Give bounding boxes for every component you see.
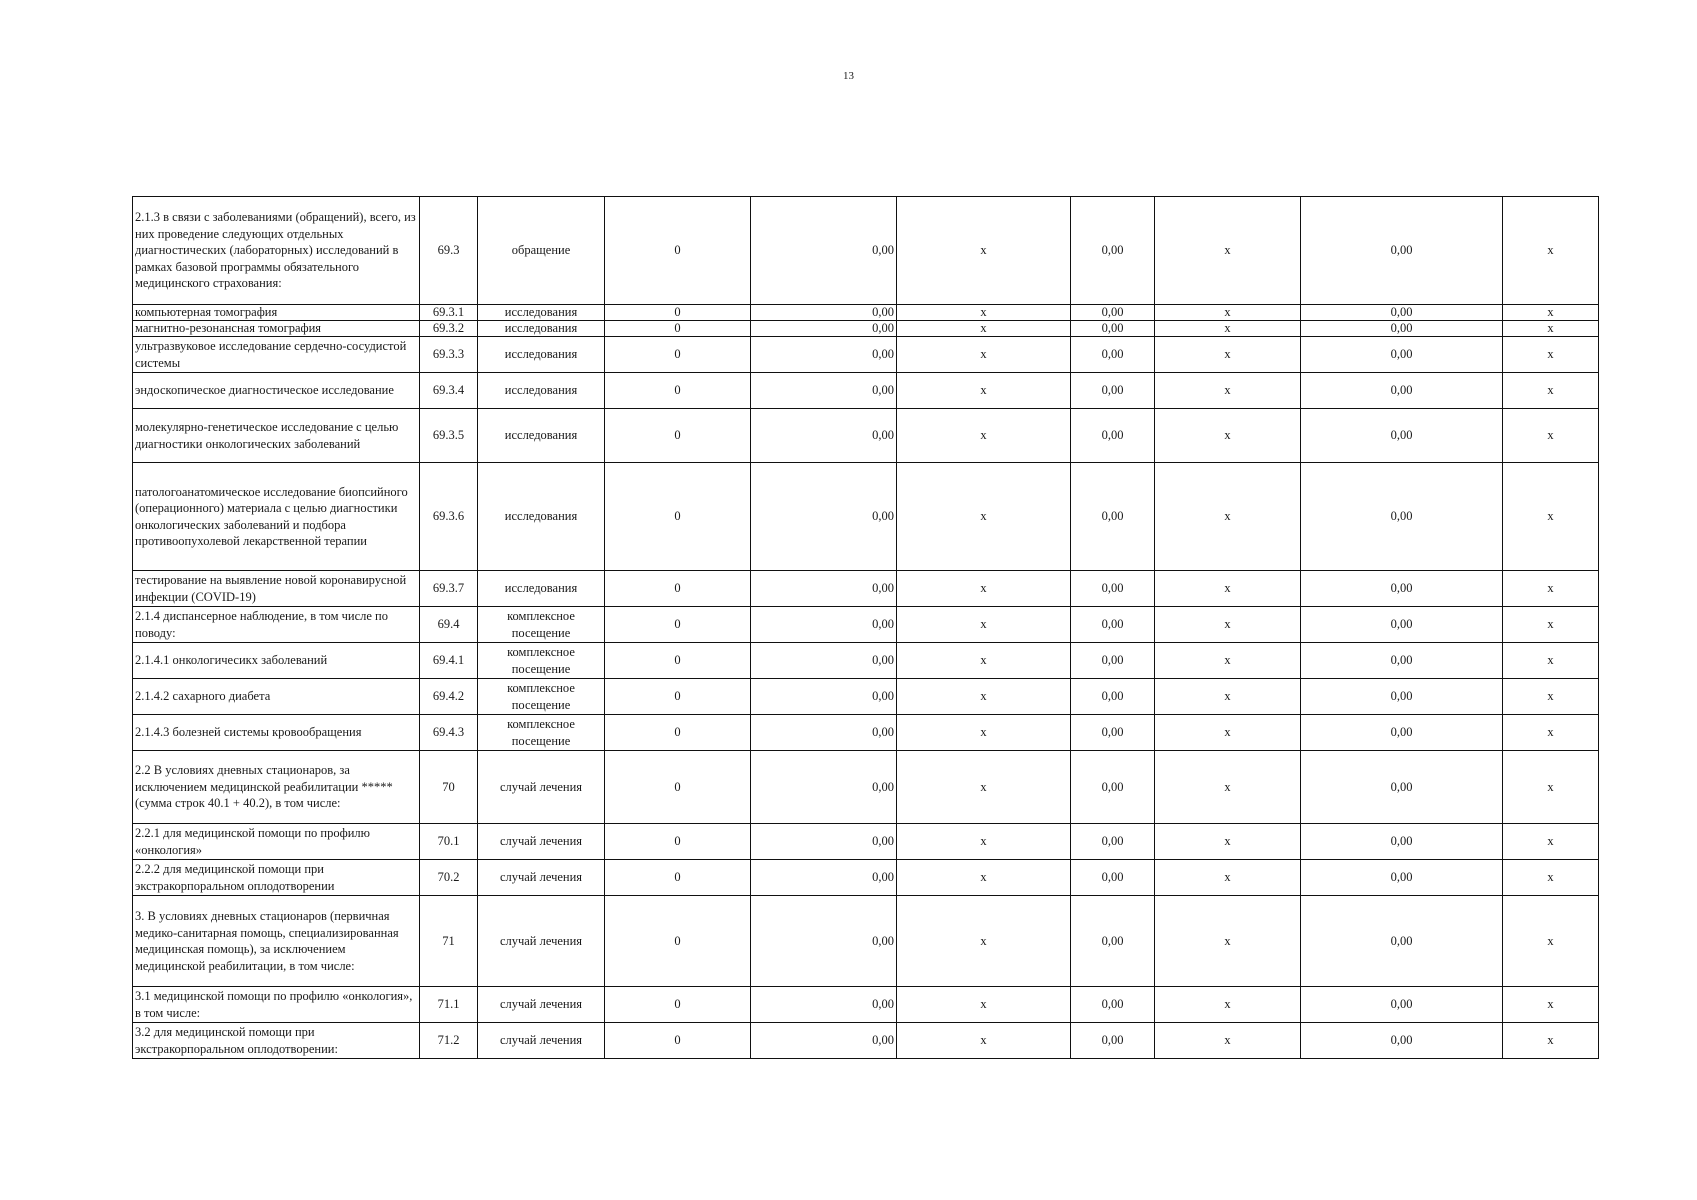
row-value-3: x (897, 987, 1071, 1023)
row-value-6: 0,00 (1301, 305, 1503, 321)
row-value-4: 0,00 (1071, 197, 1155, 305)
row-value-4: 0,00 (1071, 409, 1155, 463)
row-value-6: 0,00 (1301, 987, 1503, 1023)
row-name: 2.1.3 в связи с заболеваниями (обращений), всего, из них проведение следующих отдельных диагностических (лабораторных) исследований в рамках базовой программы обязательного медицинского страхования: (133, 197, 420, 305)
row-value-7: x (1503, 571, 1599, 607)
row-value-1: 0 (605, 409, 751, 463)
row-value-4: 0,00 (1071, 643, 1155, 679)
row-value-1: 0 (605, 824, 751, 860)
table-row (133, 679, 1599, 715)
row-value-5: x (1155, 463, 1301, 571)
row-value-3: x (897, 860, 1071, 896)
row-value-7: x (1503, 860, 1599, 896)
row-value-3: x (897, 571, 1071, 607)
row-value-5: x (1155, 715, 1301, 751)
row-value-7: x (1503, 337, 1599, 373)
row-code: 70 (420, 751, 478, 824)
row-value-5: x (1155, 607, 1301, 643)
row-value-3: x (897, 463, 1071, 571)
row-value-3: x (897, 643, 1071, 679)
row-code: 69.4.2 (420, 679, 478, 715)
row-value-4: 0,00 (1071, 305, 1155, 321)
row-name: ультразвуковое исследование сердечно-сосудистой системы (133, 337, 420, 373)
row-value-1: 0 (605, 715, 751, 751)
row-value-7: x (1503, 1023, 1599, 1059)
row-name: 3.1 медицинской помощи по профилю «онкология», в том числе: (133, 987, 420, 1023)
row-code: 69.3.7 (420, 571, 478, 607)
row-unit: комплексное посещение (478, 643, 605, 679)
row-value-5: x (1155, 409, 1301, 463)
row-value-3: x (897, 305, 1071, 321)
row-value-2: 0,00 (751, 463, 897, 571)
row-value-6: 0,00 (1301, 1023, 1503, 1059)
row-value-5: x (1155, 305, 1301, 321)
table-row (133, 715, 1599, 751)
row-unit: обращение (478, 197, 605, 305)
row-value-3: x (897, 824, 1071, 860)
row-name: 2.2.1 для медицинской помощи по профилю «онкология» (133, 824, 420, 860)
row-code: 71.2 (420, 1023, 478, 1059)
row-value-6: 0,00 (1301, 860, 1503, 896)
row-value-1: 0 (605, 679, 751, 715)
row-name: 2.2.2 для медицинской помощи при экстракорпоральном оплодотворении (133, 860, 420, 896)
row-value-3: x (897, 751, 1071, 824)
row-value-2: 0,00 (751, 321, 897, 337)
row-value-3: x (897, 679, 1071, 715)
table-row (133, 607, 1599, 643)
row-name: магнитно-резонансная томография (133, 321, 420, 337)
table-row (133, 409, 1599, 463)
row-value-6: 0,00 (1301, 715, 1503, 751)
row-value-5: x (1155, 571, 1301, 607)
row-value-5: x (1155, 643, 1301, 679)
row-value-1: 0 (605, 987, 751, 1023)
row-value-2: 0,00 (751, 643, 897, 679)
row-value-5: x (1155, 896, 1301, 987)
table-row (133, 896, 1599, 987)
row-value-3: x (897, 321, 1071, 337)
table-row (133, 860, 1599, 896)
row-value-7: x (1503, 305, 1599, 321)
row-value-3: x (897, 896, 1071, 987)
row-value-2: 0,00 (751, 1023, 897, 1059)
row-value-7: x (1503, 715, 1599, 751)
row-value-7: x (1503, 197, 1599, 305)
row-name: 2.1.4.3 болезней системы кровообращения (133, 715, 420, 751)
row-unit: исследования (478, 409, 605, 463)
row-value-2: 0,00 (751, 896, 897, 987)
row-code: 69.4.3 (420, 715, 478, 751)
row-code: 69.3.2 (420, 321, 478, 337)
row-value-1: 0 (605, 896, 751, 987)
row-unit: исследования (478, 321, 605, 337)
table-row (133, 643, 1599, 679)
row-name: патологоанатомическое исследование биопсийного (операционного) материала с целью диагностики онкологических заболеваний и подбора противоопухолевой лекарственной терапии (133, 463, 420, 571)
row-value-5: x (1155, 321, 1301, 337)
table-row (133, 197, 1599, 305)
row-code: 69.3.4 (420, 373, 478, 409)
row-value-5: x (1155, 860, 1301, 896)
row-value-5: x (1155, 197, 1301, 305)
row-value-3: x (897, 715, 1071, 751)
row-value-1: 0 (605, 337, 751, 373)
row-value-6: 0,00 (1301, 571, 1503, 607)
row-unit: исследования (478, 463, 605, 571)
row-value-1: 0 (605, 197, 751, 305)
row-code: 69.3.3 (420, 337, 478, 373)
row-value-2: 0,00 (751, 571, 897, 607)
row-value-4: 0,00 (1071, 337, 1155, 373)
row-value-7: x (1503, 824, 1599, 860)
row-value-4: 0,00 (1071, 751, 1155, 824)
row-name: эндоскопическое диагностическое исследование (133, 373, 420, 409)
row-value-6: 0,00 (1301, 463, 1503, 571)
row-value-1: 0 (605, 607, 751, 643)
table-row (133, 571, 1599, 607)
row-name: тестирование на выявление новой коронавирусной инфекции (COVID-19) (133, 571, 420, 607)
row-value-2: 0,00 (751, 337, 897, 373)
row-value-6: 0,00 (1301, 409, 1503, 463)
row-value-7: x (1503, 321, 1599, 337)
row-unit: исследования (478, 305, 605, 321)
row-value-4: 0,00 (1071, 896, 1155, 987)
row-value-3: x (897, 337, 1071, 373)
row-name: молекулярно-генетическое исследование с целью диагностики онкологических заболеваний (133, 409, 420, 463)
row-value-2: 0,00 (751, 715, 897, 751)
row-value-1: 0 (605, 321, 751, 337)
row-code: 69.4 (420, 607, 478, 643)
row-value-6: 0,00 (1301, 896, 1503, 987)
row-value-2: 0,00 (751, 197, 897, 305)
row-value-1: 0 (605, 373, 751, 409)
row-unit: комплексное посещение (478, 715, 605, 751)
row-value-7: x (1503, 373, 1599, 409)
row-value-6: 0,00 (1301, 373, 1503, 409)
row-value-4: 0,00 (1071, 607, 1155, 643)
row-value-3: x (897, 373, 1071, 409)
row-value-1: 0 (605, 305, 751, 321)
row-value-1: 0 (605, 571, 751, 607)
row-value-6: 0,00 (1301, 679, 1503, 715)
row-name: 2.1.4 диспансерное наблюдение, в том числе по поводу: (133, 607, 420, 643)
row-value-5: x (1155, 987, 1301, 1023)
row-code: 69.3 (420, 197, 478, 305)
row-unit: исследования (478, 337, 605, 373)
row-value-7: x (1503, 987, 1599, 1023)
row-value-3: x (897, 1023, 1071, 1059)
row-value-5: x (1155, 337, 1301, 373)
row-value-2: 0,00 (751, 409, 897, 463)
row-value-7: x (1503, 751, 1599, 824)
row-value-4: 0,00 (1071, 373, 1155, 409)
row-name: 3.2 для медицинской помощи при экстракорпоральном оплодотворении: (133, 1023, 420, 1059)
row-code: 71 (420, 896, 478, 987)
row-value-3: x (897, 197, 1071, 305)
row-value-3: x (897, 409, 1071, 463)
row-value-2: 0,00 (751, 679, 897, 715)
row-unit: комплексное посещение (478, 607, 605, 643)
table-row (133, 321, 1599, 337)
row-value-6: 0,00 (1301, 197, 1503, 305)
table-row (133, 463, 1599, 571)
row-value-2: 0,00 (751, 373, 897, 409)
row-value-2: 0,00 (751, 751, 897, 824)
table-row (133, 751, 1599, 824)
table-row (133, 1023, 1599, 1059)
row-unit: случай лечения (478, 987, 605, 1023)
row-value-2: 0,00 (751, 987, 897, 1023)
row-value-6: 0,00 (1301, 751, 1503, 824)
row-value-6: 0,00 (1301, 607, 1503, 643)
row-value-5: x (1155, 751, 1301, 824)
row-value-5: x (1155, 373, 1301, 409)
row-code: 70.1 (420, 824, 478, 860)
row-value-1: 0 (605, 463, 751, 571)
row-unit: случай лечения (478, 751, 605, 824)
row-name: 2.1.4.2 сахарного диабета (133, 679, 420, 715)
row-value-6: 0,00 (1301, 643, 1503, 679)
row-value-5: x (1155, 824, 1301, 860)
row-value-7: x (1503, 607, 1599, 643)
row-value-3: x (897, 607, 1071, 643)
row-code: 70.2 (420, 860, 478, 896)
page-number: 13 (843, 70, 854, 82)
table-row (133, 373, 1599, 409)
row-value-7: x (1503, 643, 1599, 679)
row-value-4: 0,00 (1071, 1023, 1155, 1059)
row-value-6: 0,00 (1301, 824, 1503, 860)
row-value-4: 0,00 (1071, 571, 1155, 607)
row-value-4: 0,00 (1071, 715, 1155, 751)
row-code: 69.3.6 (420, 463, 478, 571)
row-unit: случай лечения (478, 860, 605, 896)
row-unit: случай лечения (478, 824, 605, 860)
row-value-6: 0,00 (1301, 337, 1503, 373)
row-unit: исследования (478, 373, 605, 409)
row-value-4: 0,00 (1071, 321, 1155, 337)
row-value-7: x (1503, 409, 1599, 463)
row-value-1: 0 (605, 643, 751, 679)
data-table (132, 196, 1599, 1059)
row-value-1: 0 (605, 1023, 751, 1059)
row-value-2: 0,00 (751, 860, 897, 896)
row-name: 2.2 В условиях дневных стационаров, за исключением медицинской реабилитации ***** (сумма строк 40.1 + 40.2), в том числе: (133, 751, 420, 824)
row-value-7: x (1503, 896, 1599, 987)
row-value-2: 0,00 (751, 305, 897, 321)
row-name: 2.1.4.1 онкологичесикх заболеваний (133, 643, 420, 679)
row-value-7: x (1503, 679, 1599, 715)
table-row (133, 305, 1599, 321)
row-name: 3. В условиях дневных стационаров (первичная медико-санитарная помощь, специализированная медицинская помощь), за исключением медицинской реабилитации, в том числе: (133, 896, 420, 987)
row-unit: исследования (478, 571, 605, 607)
row-value-4: 0,00 (1071, 987, 1155, 1023)
row-value-1: 0 (605, 860, 751, 896)
row-value-4: 0,00 (1071, 679, 1155, 715)
table-row (133, 337, 1599, 373)
row-code: 71.1 (420, 987, 478, 1023)
table-row (133, 987, 1599, 1023)
row-code: 69.4.1 (420, 643, 478, 679)
row-value-4: 0,00 (1071, 824, 1155, 860)
row-name: компьютерная томография (133, 305, 420, 321)
row-value-1: 0 (605, 751, 751, 824)
row-value-5: x (1155, 1023, 1301, 1059)
row-value-2: 0,00 (751, 824, 897, 860)
row-value-4: 0,00 (1071, 860, 1155, 896)
row-unit: случай лечения (478, 1023, 605, 1059)
row-value-5: x (1155, 679, 1301, 715)
row-code: 69.3.1 (420, 305, 478, 321)
row-value-2: 0,00 (751, 607, 897, 643)
row-unit: случай лечения (478, 896, 605, 987)
row-value-7: x (1503, 463, 1599, 571)
row-value-4: 0,00 (1071, 463, 1155, 571)
row-value-6: 0,00 (1301, 321, 1503, 337)
table-row (133, 824, 1599, 860)
row-unit: комплексное посещение (478, 679, 605, 715)
row-code: 69.3.5 (420, 409, 478, 463)
